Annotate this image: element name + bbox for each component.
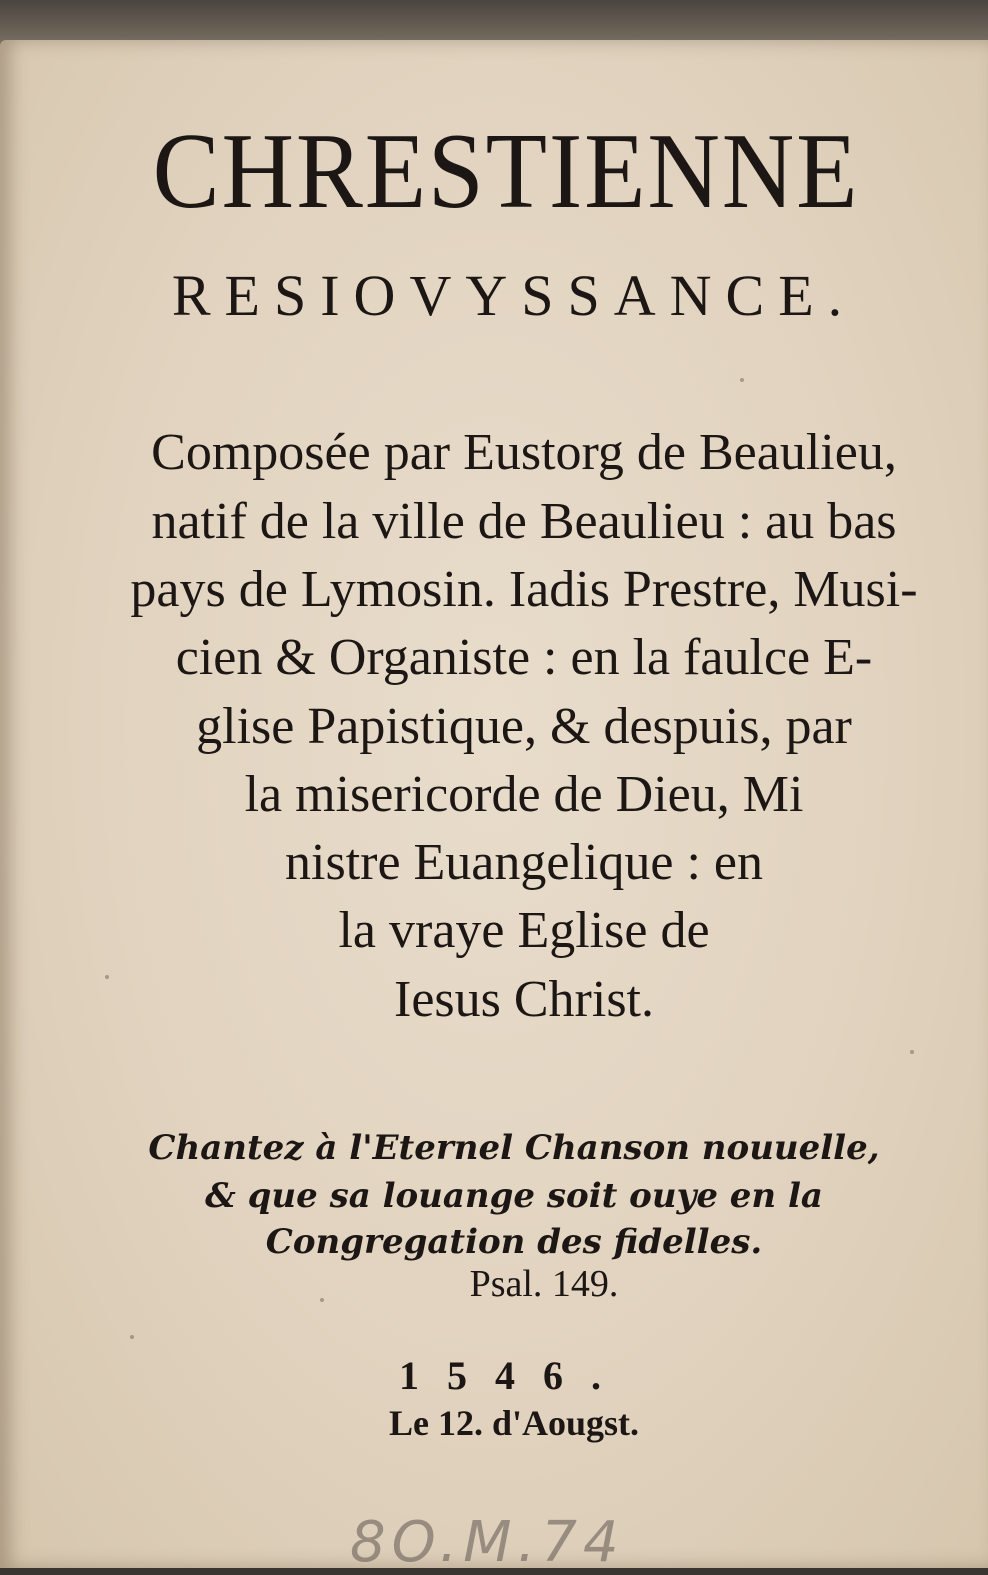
epigraph-line: & que sa louange soit ouye en la <box>205 1176 823 1216</box>
body-line: pays de Lymosin. Iadis Prestre, Musi- <box>130 561 918 618</box>
body-line: la misericorde de Dieu, Mi <box>244 766 804 823</box>
title-line-1: CHRESTIENNE <box>152 112 860 231</box>
title-line-2: RESIOVYSSANCE. <box>171 263 857 328</box>
body-line: glise Papistique, & despuis, par <box>196 698 852 755</box>
ink-speck <box>910 1050 914 1054</box>
publication-date: Le 12. d'Aougst. <box>388 1403 640 1443</box>
publication-year: 1546. <box>399 1353 629 1398</box>
epigraph-line: Chantez à l'Eternel Chanson nouuelle, <box>148 1128 880 1168</box>
body-line: Composée par Eustorg de Beaulieu, <box>151 424 897 481</box>
body-line: natif de la ville de Beaulieu : au bas <box>151 493 897 550</box>
ink-speck <box>130 1335 134 1339</box>
ink-speck <box>740 378 744 382</box>
epigraph-line: Congregation des fidelles. <box>265 1222 763 1262</box>
body-line: nistre Euangelique : en <box>285 834 763 891</box>
body-line: la vraye Eglise de <box>338 902 710 959</box>
body-line: Iesus Christ. <box>394 971 654 1028</box>
body-line: cien & Organiste : en la faulce E- <box>175 629 873 686</box>
epigraph-citation: Psal. 149. <box>469 1263 619 1305</box>
shelfmark-handwritten: 8O.M.74 <box>350 1510 625 1575</box>
